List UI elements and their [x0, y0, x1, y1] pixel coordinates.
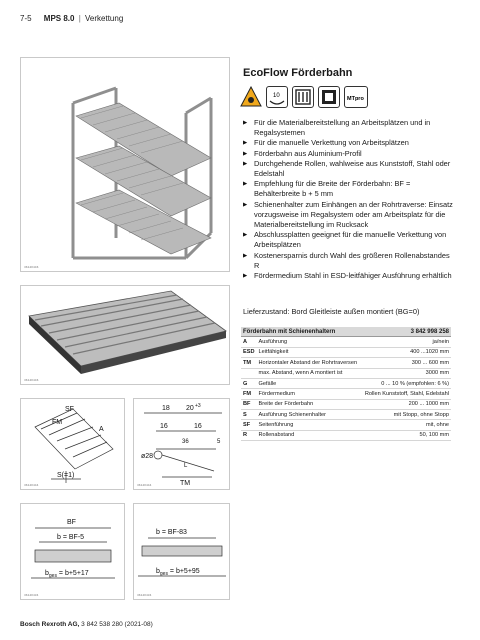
row-code: FM: [241, 389, 257, 399]
row-value: 50, 100 mm: [361, 430, 451, 440]
feature-icons: [240, 86, 368, 108]
part-number: 3 842 998 258: [361, 327, 451, 337]
row-code: R: [241, 430, 257, 440]
row-label: Rollenabstand: [257, 430, 362, 440]
row-label: Leitfähigkeit: [257, 347, 362, 357]
row-code: S: [241, 410, 257, 420]
dim-16-left: 16: [160, 423, 168, 430]
figure-section: [133, 398, 230, 490]
mtpro-label: MTpro: [347, 96, 364, 102]
table-row: [241, 378, 451, 388]
label-l: L: [184, 463, 188, 469]
inclination-icon: [266, 86, 288, 108]
table-row: [241, 347, 451, 357]
dim-20: 20: [186, 405, 194, 412]
page-footer: [20, 621, 153, 628]
label-b-a: b = BF-5: [57, 534, 85, 541]
row-code: G: [241, 378, 257, 388]
figure-rack: [20, 57, 230, 272]
width-b-drawing: [134, 504, 229, 599]
dim-5: 5: [217, 439, 221, 445]
row-label: Breite der Förderbahn: [257, 399, 362, 409]
row-value: 0 ... 10 % (empfohlen: 6 %): [361, 378, 451, 388]
figure-caption: 3614K446: [24, 266, 39, 269]
list-item: ▶ Schienenhalter zum Einhängen an der Rohrtraverse: Einsatz vorzugsweise im Regalsystem oder am Arbeitsplatz für die Materialbereitstellung im Rucksack: [243, 200, 453, 231]
row-value: 200 ... 1000 mm: [361, 399, 451, 409]
list-item: ▶ Für die manuelle Verkettung von Arbeitsplätzen: [243, 138, 453, 148]
list-item: ▶ Abschlussplatten geeignet für die manuelle Verkettung von Arbeitsplätzen: [243, 230, 453, 250]
document-number: 3 842 538 280 (2021-08): [81, 621, 153, 628]
list-item: ▶ Durchgehende Rollen, wahlweise aus Kunststoff, Stahl oder Edelstahl: [243, 159, 453, 179]
row-code: ESD: [241, 347, 257, 357]
row-value: 3000 mm: [361, 368, 451, 378]
label-a: A: [99, 426, 104, 433]
row-code: SF: [241, 420, 257, 430]
row-label: Ausführung: [257, 337, 362, 347]
row-label: Ausführung Schienenhalter: [257, 410, 362, 420]
figure-caption: 3614K446: [24, 379, 39, 382]
figure-caption: 3614K434: [24, 594, 39, 597]
table-row: [241, 420, 451, 430]
section-name: Verkettung: [85, 14, 124, 23]
rolls-icon: [292, 86, 314, 108]
inclination-value: 10: [273, 93, 280, 99]
conveyor-icon: [318, 86, 340, 108]
row-value: Rollen Kunststoff, Stahl, Edelstahl: [361, 389, 451, 399]
table-row: [241, 337, 451, 347]
table-row: [241, 399, 451, 409]
row-label: Gefälle: [257, 378, 362, 388]
figure-caption: 3614K444: [24, 484, 39, 487]
row-code: TM: [241, 358, 257, 368]
table-header: [241, 327, 451, 337]
label-bges-b-sub: ges: [159, 571, 168, 577]
top-view-drawing: [21, 399, 124, 489]
row-value: mit, ohne: [361, 420, 451, 430]
row-code: [241, 368, 257, 378]
table-heading: Förderbahn mit Schienenhaltern: [241, 327, 361, 337]
label-fm: FM: [52, 419, 63, 426]
row-label: Fördermedium: [257, 389, 362, 399]
dim-36: 36: [182, 439, 189, 445]
dim-18: 18: [162, 405, 170, 412]
width-a-drawing: [21, 504, 124, 599]
list-item: ▶ Empfehlung für die Breite der Förderbahn: BF = Behälterbreite b + 5 mm: [243, 179, 453, 199]
row-code: A: [241, 337, 257, 347]
label-b-b: b = BF-83: [156, 529, 187, 536]
product-title: EcoFlow Förderbahn: [243, 67, 353, 79]
table-row: [241, 389, 451, 399]
dim-16-right: 16: [194, 423, 202, 430]
feature-list: [243, 118, 453, 281]
label-bges-a: b: [45, 570, 49, 577]
label-sf: SF: [65, 406, 74, 413]
table-row: [241, 358, 451, 368]
label-bges-a-rest: = b+5+17: [56, 570, 89, 577]
label-bges-a-sub: ges: [48, 573, 57, 579]
product-name: MPS 8.0: [43, 14, 75, 23]
company-name: Bosch Rexroth AG,: [20, 621, 80, 628]
figure-width-b: [133, 503, 230, 600]
mtpro-icon: [344, 86, 368, 108]
list-item: ▶ Für die Materialbereitstellung an Arbeitsplätzen und in Regalsystemen: [243, 118, 453, 138]
list-item: ▶ Förderbahn aus Aluminium-Profil: [243, 149, 453, 159]
row-label: Horizontaler Abstand der Rohrtraversen: [257, 358, 362, 368]
esd-warning-icon: [240, 86, 262, 108]
label-s: S(=1): [57, 472, 75, 479]
rack-illustration: [21, 58, 229, 271]
figure-top-view: [20, 398, 125, 490]
figure-caption: 3614K434: [137, 594, 152, 597]
row-value: ja/nein: [361, 337, 451, 347]
dim-20-tolerance: +3: [195, 403, 201, 409]
label-bf: BF: [67, 519, 76, 526]
figure-conveyor: [20, 285, 230, 385]
label-bges-b-rest: = b+5+95: [167, 568, 200, 575]
table-row: [241, 430, 451, 440]
row-label: Seitenführung: [257, 420, 362, 430]
dim-diameter: ø28: [141, 453, 154, 460]
delivery-state: Lieferzustand: Bord Gleitleiste außen montiert (BG=0): [243, 307, 420, 316]
row-value: 400 ...1020 mm: [361, 347, 451, 357]
spec-table: [241, 327, 451, 441]
row-value: mit Stopp, ohne Stopp: [361, 410, 451, 420]
figure-width-a: [20, 503, 125, 600]
table-row: [241, 368, 451, 378]
row-code: BF: [241, 399, 257, 409]
label-tm: TM: [180, 480, 191, 487]
list-item: ▶ Kostenersparnis durch Wahl des größeren Rollenabstandes R: [243, 251, 453, 271]
table-row: [241, 410, 451, 420]
page-header: [20, 14, 123, 23]
page-number: 7-5: [20, 14, 32, 23]
header-divider: |: [78, 14, 81, 23]
figure-caption: 3614K444: [137, 484, 152, 487]
list-item: ▶ Fördermedium Stahl in ESD-leitfähiger Ausführung erhältlich: [243, 271, 453, 281]
conveyor-illustration: [21, 286, 229, 384]
label-bges-b: b: [156, 568, 160, 575]
section-drawing: [134, 399, 229, 489]
row-value: 300 ... 600 mm: [361, 358, 451, 368]
row-label: max. Abstand, wenn A montiert ist: [257, 368, 362, 378]
